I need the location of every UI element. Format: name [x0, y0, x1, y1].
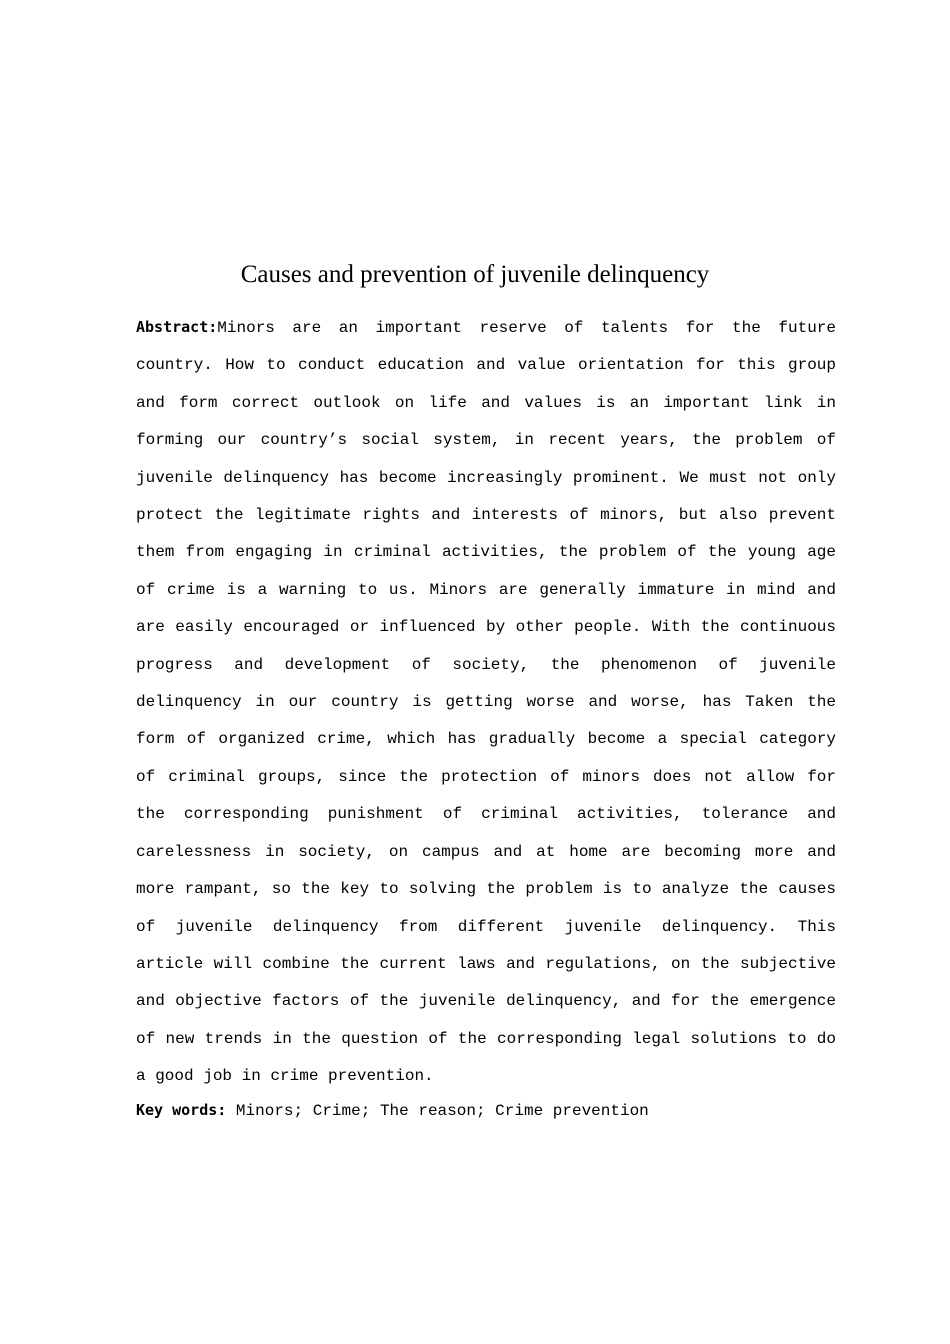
abstract-text: Minors are an important reserve of talents for the future country. How to conduct education and value orientation for this group and form correct outlook on life and values is an important link in forming our country’s social system, in recent years, the problem of juvenile delinquency has become increasingly prominent. We must not only protect the legitimate rights and interests of minors, but also prevent them from engaging in criminal activities, the problem of the young age of crime is a warning to us. Minors are generally immature in mind and are easily encouraged or influenced by other people. With the continuous progress and development of society, the phenomenon of juvenile delinquency in our country is getting worse and worse, has Taken the form of organized crime, which has gradually become a special category of criminal groups, since the protection of minors does not allow for the corresponding punishment of criminal activities, tolerance and carelessness in society, on campus and at home are becoming more and more rampant, so the key to solving the problem is to analyze the causes of juvenile delinquency from different juvenile delinquency. This article will combine the current laws and regulations, on the subjective and objective factors of the juvenile delinquency, and for the emergence of new trends in the question of the corresponding legal solutions to do a good job in crime prevention. [136, 319, 836, 1086]
abstract-label: Abstract: [136, 318, 218, 336]
paper-title: Causes and prevention of juvenile delinquency [240, 261, 710, 288]
keywords-text: Minors; Crime; The reason; Crime prevention [226, 1102, 649, 1120]
keywords-label: Key words: [136, 1101, 227, 1119]
abstract-paragraph [136, 309, 836, 1096]
keywords-line [136, 1094, 836, 1127]
